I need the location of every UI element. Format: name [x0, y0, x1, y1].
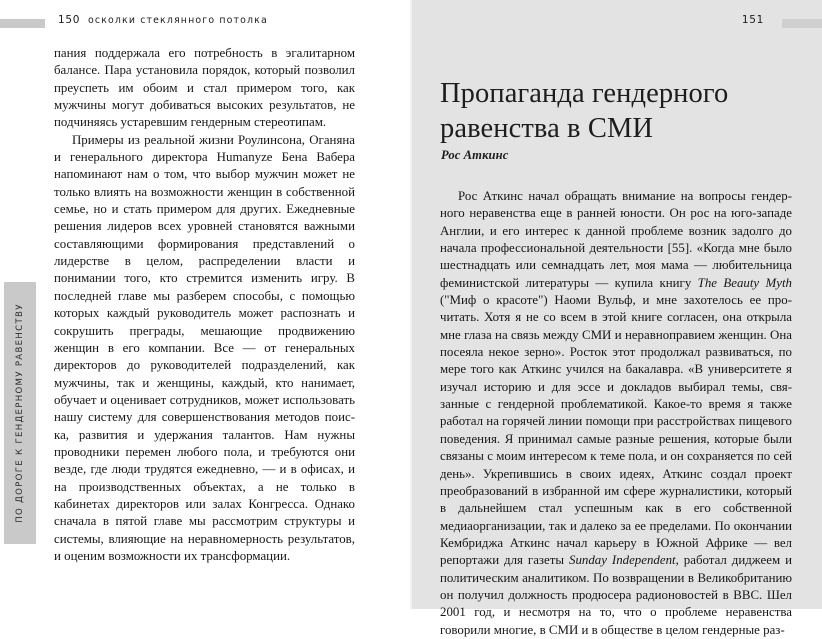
page-number-right: 151: [741, 14, 764, 26]
header-rule-bar-left: [0, 19, 45, 28]
right-page-text-block: [440, 188, 792, 639]
section-thumb-tab-label: ПО ДОРОГЕ К ГЕНДЕРНОМУ РАВЕНСТВУ: [15, 303, 25, 523]
header-rule-bar-right: [782, 19, 822, 28]
chapter-author: Рос Аткинс: [441, 148, 509, 162]
section-thumb-tab: [4, 282, 36, 544]
right-running-head: [410, 14, 822, 34]
left-running-head: [0, 14, 410, 34]
chapter-title: Пропаганда гендерного равенства в СМИ: [440, 78, 729, 144]
italic-title: Sunday Independent: [569, 553, 676, 568]
right-page: [410, 0, 822, 637]
page-number-left: 150: [58, 14, 81, 26]
page-gutter-divider: [410, 0, 412, 609]
paragraph: пания поддержала его потребность в эгалитарном балансе. Пара установила порядок, который позволил преуспеть им обоим и стал примером того, как мужчины могут добиваться высоких результатов, не подчиняясь устаревшим гендерным стереотипам.: [54, 46, 355, 130]
italic-title: The Beauty Myth: [697, 275, 793, 290]
left-page-text-block: [54, 45, 355, 565]
left-page: [0, 0, 410, 609]
running-head-title-left: осколки стеклянного потолка: [88, 14, 268, 26]
paragraph: Рос Аткинс начал обращать внимание на вопросы гендерного неравенства еще в ранней юности. Он рос на юго-западе Англии, и его интерес к данной проблеме возник задолго до начала профессиональной деятельности [55]. «Когда мне было шестнадцать или семнадцать лет, моя мама — любительница феминистской литературы — купила книгу The Beauty Myth ("Миф о красоте") Наоми Вульф, и мне захотелось ее прочитать. Хотя я не со всем в этой книге согласен, она открыла мне глаза на связь между СМИ и неравноправием женщин. Она посеяла некое зерно». Росток этот продолжал развиваться, по мере того как Аткинс учился на бакалавра. «В университете я изучал историю и для эссе и докладов выбирал темы, связанные с гендерной проблематикой. Какое-то время я также работал на горячей линии помощи при расстройствах пищевого поведения. Я принимал самые разные решения, которые были связаны с моим интересом к теме пола, и он сохраняется по сей день». Укрепившись в своих идеях, Аткинс создал проект преобразований в избранной им сфере журналистики, который в дальнейшем стал успешным как в его собственной медиаорганизации, так и далеко за ее пределами. По окончании Кембриджа Аткинс начал карьеру в Южной Африке — вел репортажи для газеты Sunday Independent, работал диджеем и политическим аналитиком. По возвращении в Великобританию он получил должность продюсера радионовостей в BBC. Шел 2001 год, и несмотря на то, что о проблеме неравенства говорили многие, в СМИ и в обществе в целом гендерные раз-: [440, 189, 793, 637]
paragraph: Примеры из реальной жизни Роулинсона, Оганяна и генерального директора Humanyze Бена Вабера напоминают нам о том, что выбор мужчин может не только влиять на возможности женщин в собственной семье, но и стать примером для других. Ежедневные решения лидеров всех уровней становятся важными составляющими формирования представлений о лидерстве в целом, распределении власти и понимании того, кто стремится изменить игру. В последней главе мы разберем способы, с помощью которых каждый руководитель может распознать и сокрушить преграды, мешающие продвижению женщин в его компании. Все — от генеральных директоров до руководителей подразделений, как мужчины, так и женщины, каждый, кто нанимает, обучает и оценивает сотрудников, может использовать нашу систему для совершенствования методов поиска, развития и удержания талантов. Нам нужны проводники перемен любого пола, и требуются они везде, где люди трудятся ежедневно, — и в офисах, и на производственных объектах, а не только в кабинетах директоров или залах Конгресса. Однако сначала в пятой главе мы рассмотрим структуры и системы, влияющие на неравномерность результатов, и оценим возможности их трансформации.: [54, 132, 355, 563]
